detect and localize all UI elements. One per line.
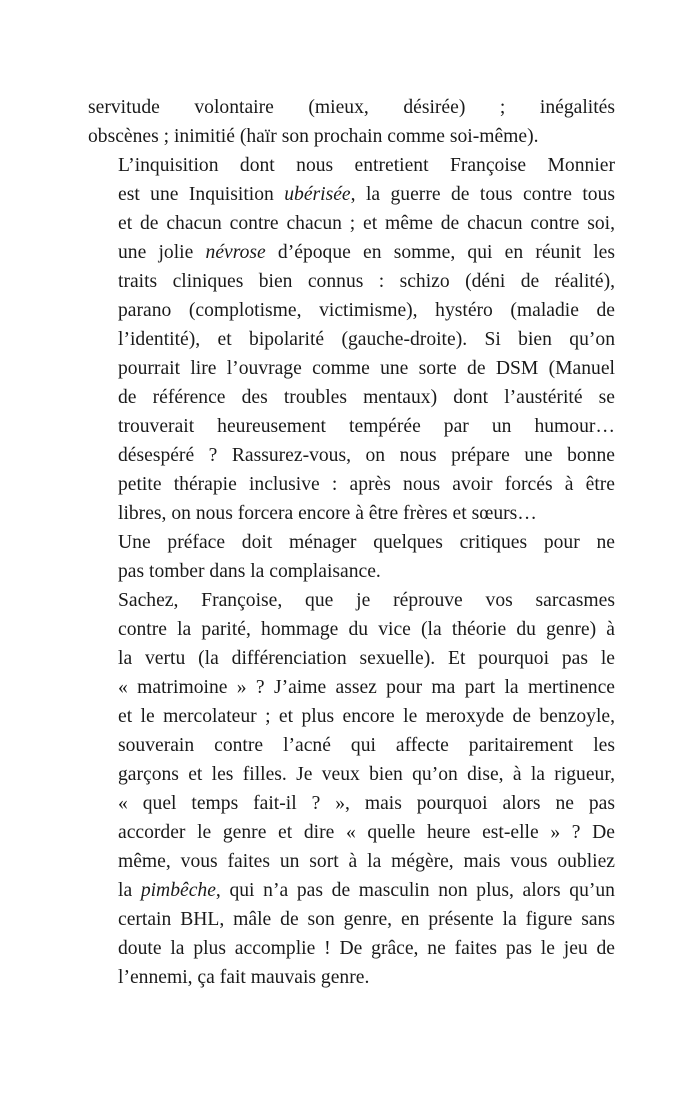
text-segment: « matrimoine » ? J’aime assez pour ma part la mertinence bbox=[118, 677, 615, 698]
paragraph-p2 bbox=[88, 151, 615, 528]
text-segment: la bbox=[118, 880, 141, 901]
text-line bbox=[88, 412, 615, 441]
text-line bbox=[88, 702, 615, 731]
text-line bbox=[88, 557, 615, 586]
text-line bbox=[88, 818, 615, 847]
text-line bbox=[88, 847, 615, 876]
text-line bbox=[88, 528, 615, 557]
text-line bbox=[88, 905, 615, 934]
text-segment: L’inquisition dont nous entretient Françoise Monnier bbox=[118, 155, 615, 176]
text-segment: contre la parité, hommage du vice (la théorie du genre) à bbox=[118, 619, 615, 640]
text-segment: d’époque en somme, qui en réunit les bbox=[265, 242, 615, 263]
text-segment: , la guerre de tous contre tous bbox=[350, 184, 615, 205]
text-segment: une jolie bbox=[118, 242, 206, 263]
text-segment: petite thérapie inclusive : après nous avoir forcés à être bbox=[118, 474, 615, 495]
text-line bbox=[88, 151, 615, 180]
text-line bbox=[88, 209, 615, 238]
text-line bbox=[88, 470, 615, 499]
text-line bbox=[88, 876, 615, 905]
text-line bbox=[88, 122, 615, 151]
text-segment: obscènes ; inimitié (haïr son prochain comme soi-même). bbox=[88, 126, 539, 147]
text-segment: est une Inquisition bbox=[118, 184, 285, 205]
text-line bbox=[88, 963, 615, 992]
text-line bbox=[88, 586, 615, 615]
text-segment: Sachez, Françoise, que je réprouve vos sarcasmes bbox=[118, 590, 615, 611]
text-segment: servitude volontaire (mieux, désirée) ; inégalités bbox=[88, 97, 615, 118]
page-body bbox=[88, 93, 615, 992]
text-segment: l’ennemi, ça fait mauvais genre. bbox=[118, 967, 370, 988]
italic-text: pimbêche bbox=[140, 880, 216, 901]
text-segment: parano (complotisme, victimisme), hystéro (maladie de bbox=[118, 300, 615, 321]
text-segment: même, vous faites un sort à la mégère, mais vous oubliez bbox=[118, 851, 615, 872]
text-line bbox=[88, 180, 615, 209]
paragraph-p3 bbox=[88, 528, 615, 586]
text-line bbox=[88, 731, 615, 760]
text-segment: la vertu (la différenciation sexuelle). Et pourquoi pas le bbox=[118, 648, 615, 669]
text-segment: pourrait lire l’ouvrage comme une sorte de DSM (Manuel bbox=[118, 358, 615, 379]
text-segment: trouverait heureusement tempérée par un humour… bbox=[118, 416, 615, 437]
text-line bbox=[88, 383, 615, 412]
text-line bbox=[88, 934, 615, 963]
text-line bbox=[88, 325, 615, 354]
text-line bbox=[88, 441, 615, 470]
text-segment: de référence des troubles mentaux) dont l’austérité se bbox=[118, 387, 615, 408]
text-segment: certain BHL, mâle de son genre, en présente la figure sans bbox=[118, 909, 615, 930]
text-segment: et de chacun contre chacun ; et même de chacun contre soi, bbox=[118, 213, 615, 234]
text-line bbox=[88, 93, 615, 122]
text-segment: , qui n’a pas de masculin non plus, alors qu’un bbox=[215, 880, 615, 901]
text-line bbox=[88, 354, 615, 383]
paragraph-p4 bbox=[88, 586, 615, 992]
text-line bbox=[88, 296, 615, 325]
text-line bbox=[88, 238, 615, 267]
text-segment: Une préface doit ménager quelques critiques pour ne bbox=[118, 532, 615, 553]
text-segment: et le mercolateur ; et plus encore le meroxyde de benzoyle, bbox=[118, 706, 615, 727]
text-line bbox=[88, 615, 615, 644]
text-segment: désespéré ? Rassurez-vous, on nous prépare une bonne bbox=[118, 445, 615, 466]
text-segment: doute la plus accomplie ! De grâce, ne faites pas le jeu de bbox=[118, 938, 615, 959]
text-line bbox=[88, 644, 615, 673]
text-line bbox=[88, 673, 615, 702]
text-segment: garçons et les filles. Je veux bien qu’on dise, à la rigueur, bbox=[118, 764, 615, 785]
text-segment: « quel temps fait-il ? », mais pourquoi alors ne pas bbox=[118, 793, 615, 814]
text-segment: accorder le genre et dire « quelle heure est-elle » ? De bbox=[118, 822, 615, 843]
italic-text: ubérisée bbox=[284, 184, 351, 205]
text-segment: souverain contre l’acné qui affecte paritairement les bbox=[118, 735, 615, 756]
italic-text: névrose bbox=[205, 242, 266, 263]
paragraph-p1 bbox=[88, 93, 615, 151]
text-segment: l’identité), et bipolarité (gauche-droite). Si bien qu’on bbox=[118, 329, 615, 350]
text-segment: traits cliniques bien connus : schizo (déni de réalité), bbox=[118, 271, 615, 292]
text-line bbox=[88, 499, 615, 528]
text-line bbox=[88, 789, 615, 818]
text-line bbox=[88, 267, 615, 296]
text-segment: libres, on nous forcera encore à être frères et sœurs… bbox=[118, 503, 537, 524]
text-line bbox=[88, 760, 615, 789]
text-segment: pas tomber dans la complaisance. bbox=[118, 561, 381, 582]
